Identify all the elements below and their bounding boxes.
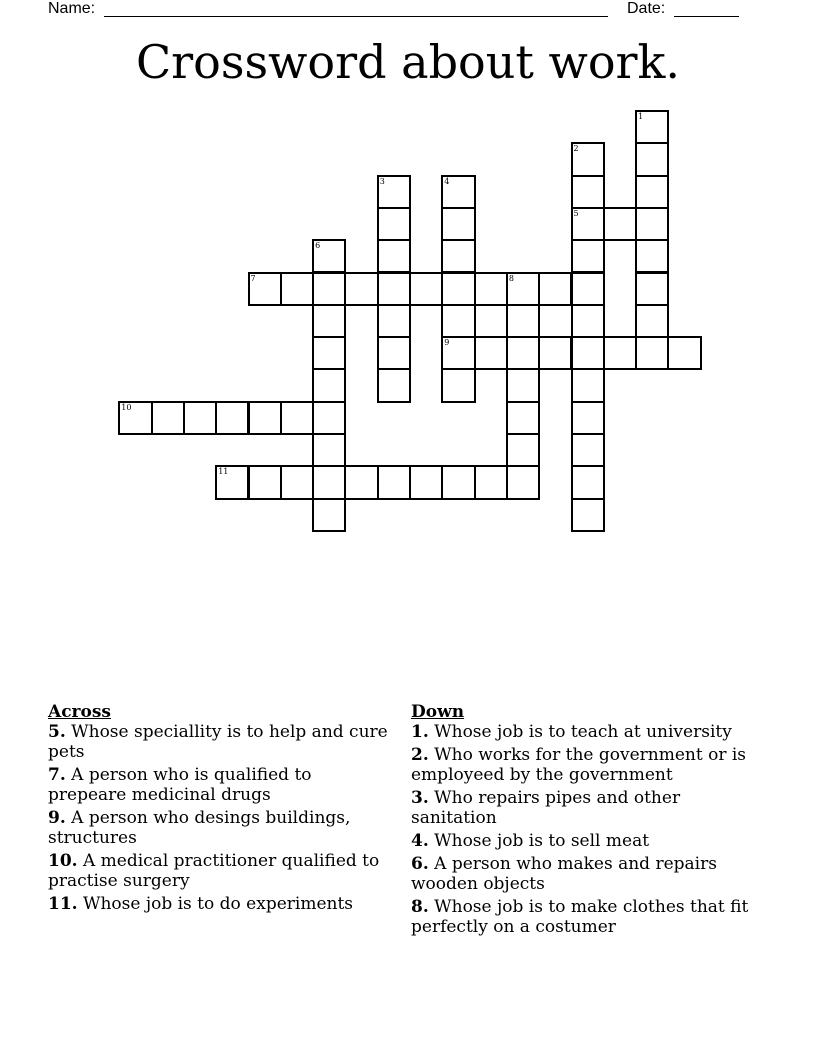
grid-cell[interactable] [603,336,637,370]
clue-text: Whose job is to teach at university [428,722,732,742]
clue-text: A person who is qualified to prepeare medicinal drugs [48,765,312,805]
grid-cell[interactable] [571,304,605,338]
clue-text: Whose job is to make clothes that fit perfectly on a costumer [411,897,749,937]
grid-cell[interactable] [506,336,540,370]
grid-cell[interactable] [312,304,346,338]
clue-number: 7. [48,765,66,785]
grid-cell[interactable] [635,110,669,144]
down-clue [411,745,756,785]
clue-number: 5 [573,208,579,218]
grid-cell[interactable] [344,465,378,499]
grid-cell[interactable] [118,401,152,435]
clue-number: 11 [218,467,229,477]
grid-cell[interactable] [441,336,475,370]
grid-cell[interactable] [506,368,540,402]
down-clue [411,831,756,851]
grid-cell[interactable] [312,401,346,435]
grid-cell[interactable] [441,465,475,499]
across-clues [48,702,393,917]
grid-cell[interactable] [441,207,475,241]
grid-cell[interactable] [635,272,669,306]
grid-cell[interactable] [635,239,669,273]
clue-number: 1. [411,722,429,742]
clue-number: 8 [508,273,514,283]
across-clue [48,894,393,914]
grid-cell[interactable] [474,465,508,499]
grid-cell[interactable] [409,272,443,306]
grid-cell[interactable] [312,368,346,402]
grid-cell[interactable] [441,272,475,306]
grid-cell[interactable] [571,401,605,435]
grid-cell[interactable] [538,272,572,306]
grid-cell[interactable] [506,304,540,338]
grid-cell[interactable] [571,175,605,209]
across-clue [48,851,393,891]
grid-cell[interactable] [377,175,411,209]
clue-number: 10 [121,402,132,412]
grid-cell[interactable] [377,368,411,402]
grid-cell[interactable] [248,465,282,499]
grid-cell[interactable] [571,498,605,532]
grid-cell[interactable] [441,175,475,209]
across-clue [48,722,393,762]
clue-number: 10. [48,851,78,871]
clue-number: 4. [411,831,429,851]
clue-text: Whose job is to do experiments [77,894,354,914]
grid-cell[interactable] [667,336,701,370]
across-clue [48,808,393,848]
grid-cell[interactable] [377,304,411,338]
grid-cell[interactable] [377,465,411,499]
grid-cell[interactable] [635,142,669,176]
clue-number: 7 [250,273,256,283]
clue-number: 2. [411,745,429,765]
clue-text: Who works for the government or is employeed by the government [411,745,747,785]
grid-cell[interactable] [538,336,572,370]
grid-cell[interactable] [312,498,346,532]
grid-cell[interactable] [151,401,185,435]
clue-number: 9. [48,808,66,828]
down-clue [411,722,756,742]
grid-cell[interactable] [344,272,378,306]
grid-cell[interactable] [571,368,605,402]
clue-text: Who repairs pipes and other sanitation [411,788,681,828]
clue-text: Whose job is to sell meat [428,831,650,851]
grid-cell[interactable] [635,207,669,241]
clue-number: 3 [379,176,385,186]
clue-number: 9 [444,338,450,348]
grid-cell[interactable] [474,336,508,370]
across-clue [48,765,393,805]
clue-number: 6. [411,854,429,874]
grid-cell[interactable] [409,465,443,499]
grid-cell[interactable] [571,142,605,176]
clue-number: 5. [48,722,66,742]
grid-cell[interactable] [571,336,605,370]
grid-cell[interactable] [312,465,346,499]
grid-cell[interactable] [280,272,314,306]
down-clues [411,702,756,940]
grid-cell[interactable] [571,239,605,273]
name-label: Name: [48,0,96,17]
page-title: Crossword about work. [135,35,681,89]
grid-cell[interactable] [441,304,475,338]
grid-cell[interactable] [280,465,314,499]
grid-cell[interactable] [312,433,346,467]
grid-cell[interactable] [215,465,249,499]
grid-cell[interactable] [183,401,217,435]
clue-number: 3. [411,788,429,808]
grid-cell[interactable] [571,465,605,499]
grid-cell[interactable] [377,336,411,370]
clue-text: A person who desings buildings, structures [48,808,351,848]
grid-cell[interactable] [312,336,346,370]
down-clue [411,854,756,894]
clue-text: A person who makes and repairs wooden objects [411,854,717,894]
grid-cell[interactable] [506,401,540,435]
grid-cell[interactable] [441,239,475,273]
grid-cell[interactable] [506,433,540,467]
grid-cell[interactable] [474,272,508,306]
grid-cell[interactable] [603,207,637,241]
clue-number: 8. [411,897,429,917]
grid-cell[interactable] [248,272,282,306]
grid-cell[interactable] [635,175,669,209]
clue-text: Whose speciallity is to help and cure pets [48,722,388,762]
grid-cell[interactable] [377,239,411,273]
clue-number: 1 [638,112,644,121]
grid-cell[interactable] [571,272,605,306]
grid-cell[interactable] [215,401,249,435]
grid-cell[interactable] [571,433,605,467]
grid-cell[interactable] [635,336,669,370]
down-clue [411,788,756,828]
across-heading: Across [48,702,111,722]
grid-cell[interactable] [312,239,346,273]
grid-cell[interactable] [571,207,605,241]
grid-cell[interactable] [506,465,540,499]
grid-cell[interactable] [248,401,282,435]
clue-text: A medical practitioner qualified to practise surgery [48,851,380,891]
clue-number: 11. [48,894,78,914]
grid-cell[interactable] [635,304,669,338]
clue-number: 4 [444,176,450,186]
clue-number: 6 [315,241,321,251]
date-label: Date: [627,0,666,17]
grid-cell[interactable] [506,272,540,306]
grid-cell[interactable] [377,207,411,241]
grid-cell[interactable] [280,401,314,435]
grid-cell[interactable] [377,272,411,306]
grid-cell[interactable] [441,368,475,402]
down-clue [411,897,756,937]
down-heading: Down [411,702,465,722]
grid-cell[interactable] [312,272,346,306]
clue-number: 2 [573,144,579,154]
